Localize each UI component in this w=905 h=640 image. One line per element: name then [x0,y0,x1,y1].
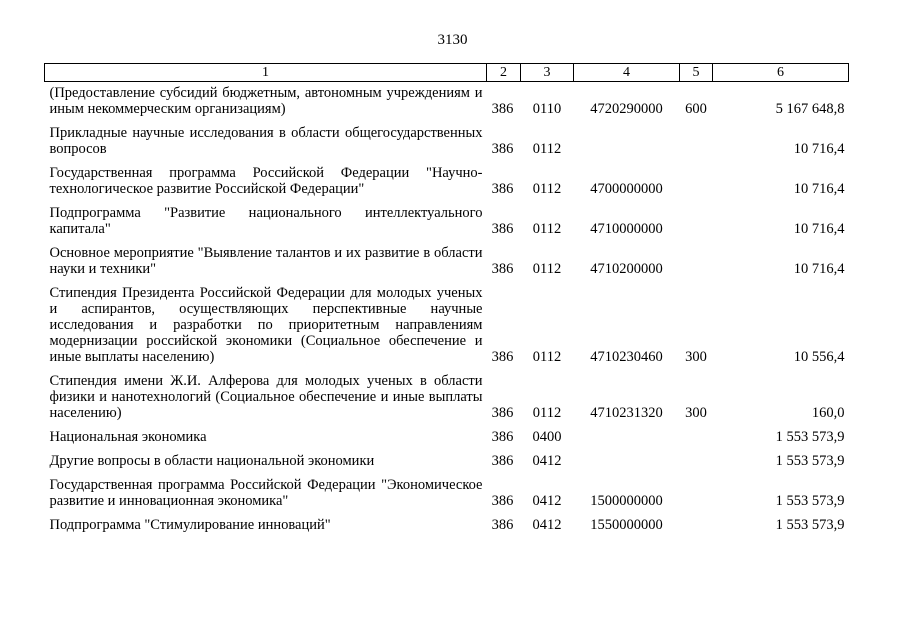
row-name: Стипендия имени Ж.И. Алферова для молодых ученых в области физики и нанотехнологий (Социальное обеспечение и иные выплаты населению) [49,373,483,421]
row-name: Стипендия Президента Российской Федерации для молодых ученых и аспирантов, осуществляющих перспективные научные исследования и разработки по приоритетным направлениям модернизации российской экономики (Социальное обеспечение и иные выплаты населению) [49,285,483,365]
row-col-4 [574,447,680,471]
row-col-6: 160,0 [811,405,845,421]
header-col-5: 5 [680,64,713,82]
row-name: Государственная программа Российской Федерации "Научно-технологическое развитие Российской Федерации" [49,165,483,197]
row-col-5 [680,119,713,159]
row-col-2: 386 [491,517,514,533]
row-col-6: 1 553 573,9 [775,493,845,509]
header-col-4: 4 [574,64,680,82]
row-col-2: 386 [491,101,514,117]
row-col-3: 0112 [532,221,562,237]
row-col-6: 10 716,4 [793,141,845,157]
budget-table [44,63,849,535]
row-name: Подпрограмма "Развитие национального интеллектуального капитала" [49,205,483,237]
row-col-2: 386 [491,349,514,365]
row-name: Другие вопросы в области национальной экономики [49,453,375,469]
row-col-6: 5 167 648,8 [775,101,845,117]
row-col-3: 0112 [532,405,562,421]
row-col-3: 0400 [532,429,562,445]
page-number: 3130 [437,32,468,48]
header-col-1: 1 [45,64,487,82]
row-col-4: 1500000000 [590,493,663,509]
row-name: Подпрограмма "Стимулирование инноваций" [49,517,331,533]
table-row [45,239,849,279]
row-col-3: 0112 [532,141,562,157]
row-col-2: 386 [491,181,514,197]
header-col-2: 2 [487,64,521,82]
row-col-4: 4710231320 [590,405,663,421]
row-col-4: 4710230460 [590,349,663,365]
row-col-5 [680,159,713,199]
row-col-4: 4710200000 [590,261,663,277]
table-row [45,511,849,535]
row-col-5 [680,423,713,447]
row-col-2: 386 [491,493,514,509]
row-col-2: 386 [491,405,514,421]
row-col-6: 1 553 573,9 [775,453,845,469]
row-col-4: 4700000000 [590,181,663,197]
row-col-5 [680,239,713,279]
row-col-6: 10 716,4 [793,181,845,197]
row-col-3: 0412 [532,453,562,469]
row-col-5 [680,199,713,239]
row-col-4 [574,119,680,159]
row-col-4: 4720290000 [590,101,663,117]
table-row [45,447,849,471]
table-row [45,367,849,423]
row-name: Прикладные научные исследования в области общегосударственных вопросов [49,125,483,157]
row-col-3: 0112 [532,181,562,197]
row-col-5 [680,471,713,511]
row-col-5: 600 [685,101,707,117]
row-col-3: 0110 [532,101,562,117]
row-name: (Предоставление субсидий бюджетным, автономным учреждениям и иным некоммерческим организациям) [49,85,483,117]
row-col-6: 10 716,4 [793,261,845,277]
row-col-2: 386 [491,429,514,445]
row-col-3: 0112 [532,261,562,277]
header-col-3: 3 [521,64,574,82]
table-row [45,119,849,159]
row-col-5: 300 [685,349,707,365]
row-col-3: 0412 [532,517,562,533]
table-row [45,279,849,367]
row-col-2: 386 [491,221,514,237]
row-col-5 [680,447,713,471]
row-col-5 [680,511,713,535]
row-col-5: 300 [685,405,707,421]
row-col-6: 10 556,4 [793,349,845,365]
row-col-2: 386 [491,261,514,277]
table-header-row [45,64,849,82]
header-col-6: 6 [713,64,849,82]
table-row [45,423,849,447]
table-row [45,471,849,511]
row-col-4 [574,423,680,447]
row-col-6: 10 716,4 [793,221,845,237]
row-name: Основное мероприятие "Выявление талантов и их развитие в области науки и техники" [49,245,483,277]
row-col-4: 4710000000 [590,221,663,237]
row-name: Национальная экономика [49,429,207,445]
row-col-2: 386 [491,453,514,469]
row-col-6: 1 553 573,9 [775,517,845,533]
row-col-2: 386 [491,141,514,157]
row-col-3: 0412 [532,493,562,509]
table-row [45,159,849,199]
table-row [45,82,849,120]
row-col-6: 1 553 573,9 [775,429,845,445]
row-name: Государственная программа Российской Федерации "Экономическое развитие и инновационная экономика" [49,477,483,509]
row-col-4: 1550000000 [590,517,663,533]
row-col-3: 0112 [532,349,562,365]
table-row [45,199,849,239]
